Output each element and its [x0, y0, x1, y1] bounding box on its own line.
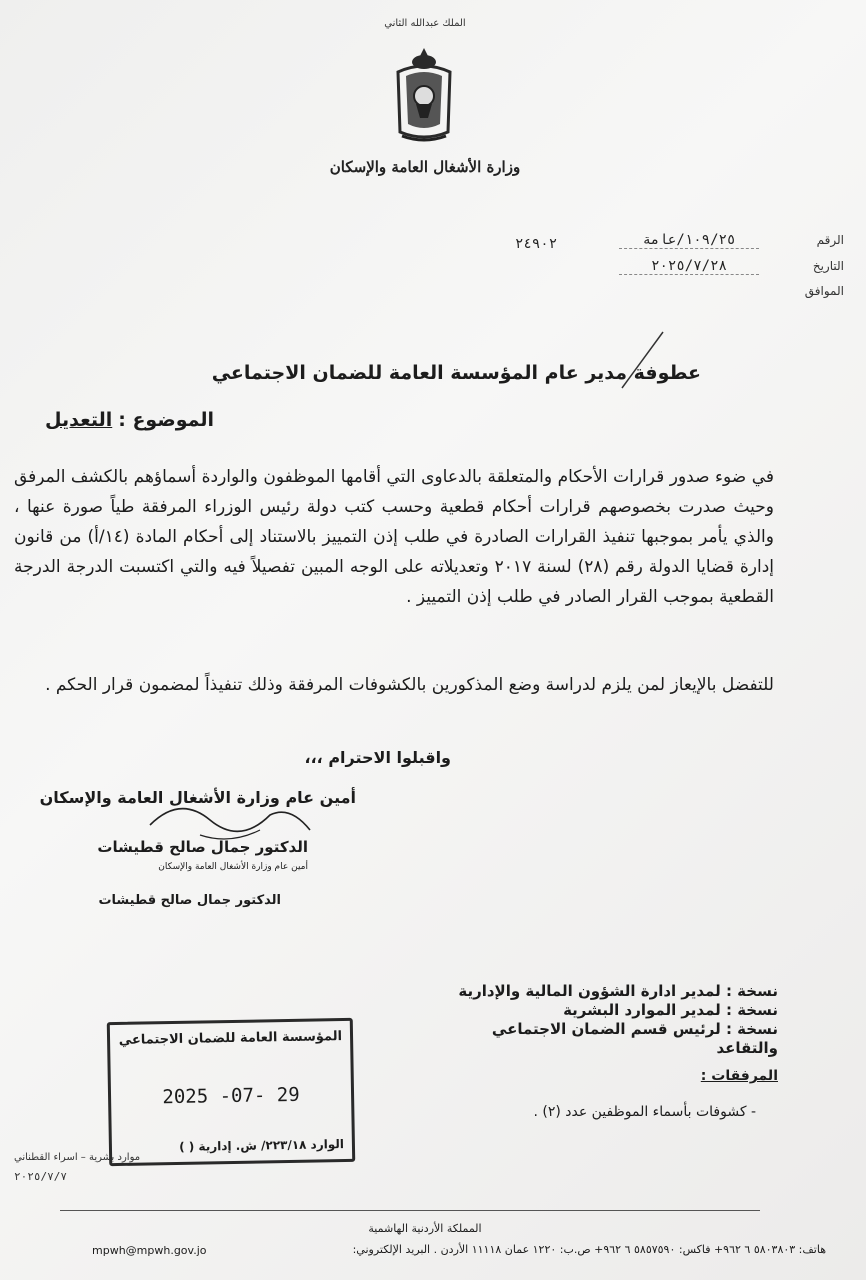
number-value: ١٠٩/٢٥/عامة	[619, 232, 759, 249]
signatory-name-repeat: الدكتور جمال صالح قطيشات	[98, 893, 281, 908]
signatory-subtitle: أمين عام وزارة الأشغال العامة والإسكان	[158, 862, 308, 872]
copies-list	[438, 982, 778, 1058]
footer-email[interactable]: mpwh@mpwh.gov.jo	[92, 1244, 207, 1257]
stamp-date: 2025 -07- 29	[162, 1083, 300, 1109]
letter-body	[14, 462, 774, 612]
copy-line: نسخة : لمدير ادارة الشؤون المالية والإدارية	[458, 982, 778, 1000]
serial-number: ٢٤٩٠٢	[515, 236, 558, 252]
signatory-name: الدكتور جمال صالح قطيشات	[97, 838, 308, 856]
stamp-title: المؤسسة العامة للضمان الاجتماعي	[118, 1029, 343, 1048]
date-label: التاريخ	[812, 259, 844, 273]
footer-kingdom: المملكة الأردنية الهاشمية	[368, 1222, 482, 1235]
reference-block	[499, 232, 844, 310]
corresponding-label: الموافق	[804, 284, 844, 298]
copy-line: نسخة : لرئيس قسم الضمان الاجتماعي والتقاعد	[491, 1020, 778, 1057]
received-stamp	[107, 1018, 355, 1166]
request-paragraph: للتفضل بالإيعاز لمن يلزم لدراسة وضع المذكورين بالكشوفات المرفقة وذلك تنفيذاً لمضمون قرار الحكم .	[45, 675, 774, 695]
footer-contact: هاتف: ٥٨٠٣٨٠٣ ٦ ٩٦٢+ فاكس: ٥٨٥٧٥٩٠ ٦ ٩٦٢+ ص.ب: ١٢٢٠ عمان ١١١١٨ الأردن . البريد الإلكتروني:	[352, 1243, 826, 1256]
subject-label: الموضوع :	[118, 409, 214, 431]
closing-salutation: واقبلوا الاحترام ،،،	[304, 748, 451, 767]
stamp-reference: الوارد ٢٢٣/١٨/ ش. إدارية ( )	[179, 1137, 345, 1154]
copy-line: نسخة : لمدير الموارد البشرية	[563, 1001, 778, 1019]
footer-divider	[60, 1210, 760, 1211]
subject-line	[45, 409, 214, 431]
preparer-date: ٢٠٢٥/٧/٧	[14, 1170, 67, 1183]
date-value: ٢٠٢٥/٧/٢٨	[619, 258, 759, 275]
body-paragraph: في ضوء صدور قرارات الأحكام والمتعلقة بالدعاوى التي أقامها الموظفون والواردة أسماؤهم بالكشف المرفق وحيث صدرت بخصوصهم قرارات أحكام قطعية وحسب كتب دولة رئيس الوزراء المرفقة طياً صورة عنها ، والذي يأمر بموجبها تنفيذ القرارات الصادرة في طلب إذن التمييز بالاستناد إلى أحكام المادة (١٤/أ) من قانون إدارة قضايا الدولة رقم (٢٨) لسنة ٢٠١٧ وتعديلاته على الوجه المبين تفصيلاً فيه والتي اكتسبت الدرجة الدرجة القطعية بموجب القرار الصادر في طلب إذن التمييز .	[14, 467, 774, 607]
royal-motto: الملك عبدالله الثاني	[384, 18, 466, 29]
ministry-name: وزارة الأشغال العامة والإسكان	[329, 158, 521, 176]
preparer-note: موارد بشرية – اسراء القطناني	[14, 1152, 141, 1163]
subject-value: التعديل	[45, 409, 113, 431]
addressee: عطوفة مدير عام المؤسسة العامة للضمان الاجتماعي	[211, 362, 701, 384]
number-label: الرقم	[816, 233, 844, 247]
attachments-label: المرفقات :	[700, 1068, 778, 1084]
attachment-item: - كشوفات بأسماء الموظفين عدد (٢) .	[533, 1104, 756, 1120]
jordan-coat-of-arms-icon	[388, 44, 460, 144]
signatory-title: أمين عام وزارة الأشغال العامة والإسكان	[39, 788, 356, 807]
